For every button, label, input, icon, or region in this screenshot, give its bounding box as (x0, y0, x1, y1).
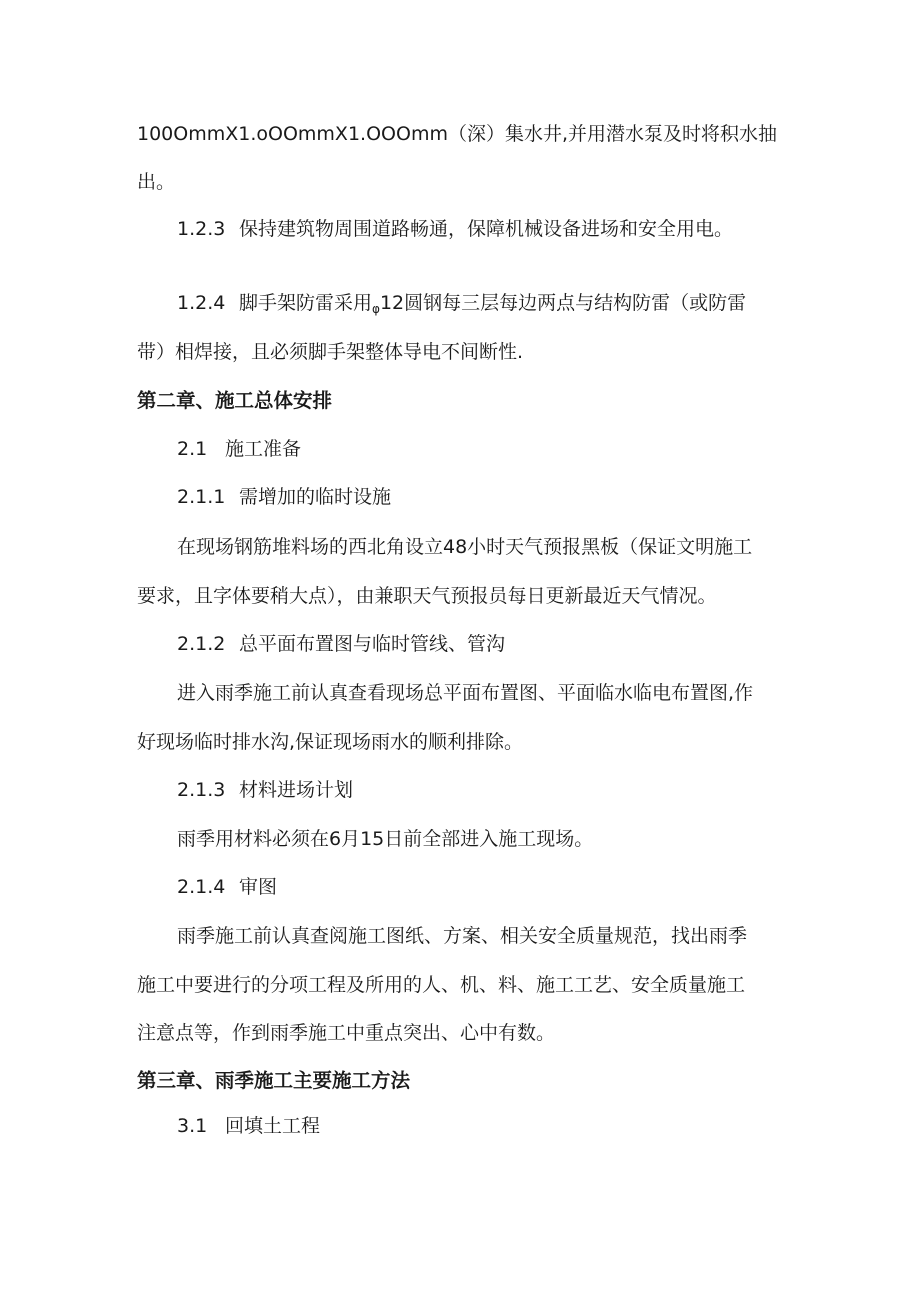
section-number: 1.2.4 (177, 292, 226, 314)
section-number: 2.1.3 (177, 779, 226, 801)
paragraph-2-1-3: 雨季用材料必须在6月15日前全部进入施工现场。 (177, 828, 594, 850)
paragraph-sump-line-1: 100OmmX1.oOOmmX1.OOOmm（深）集水井,并用潜水泵及时将积水抽 (137, 123, 777, 145)
section-2-1-1 (177, 485, 391, 509)
section-3-1 (177, 1114, 320, 1138)
chapter-3-heading: 第三章、雨季施工主要施工方法 (137, 1069, 411, 1092)
section-text-part-b: 12圆钢每三层每边两点与结构防雷（或防雷 (379, 292, 747, 314)
paragraph-2-1-4-line-3: 注意点等，作到雨季施工中重点突出、心中有数。 (137, 1022, 556, 1044)
section-number: 1.2.3 (177, 218, 226, 240)
paragraph-2-1-4-line-2: 施工中要进行的分项工程及所用的人、机、料、施工工艺、安全质量施工 (137, 974, 746, 996)
section-1-2-4 (177, 291, 746, 321)
section-2-1 (177, 437, 301, 461)
section-1-2-3 (177, 217, 733, 241)
section-2-1-4 (177, 875, 277, 899)
paragraph-2-1-2-line-2: 好现场临时排水沟,保证现场雨水的顺利排除。 (137, 731, 524, 753)
phi-symbol: φ (372, 302, 380, 316)
paragraph-2-1-4-line-1: 雨季施工前认真查阅施工图纸、方案、相关安全质量规范，找出雨季 (177, 925, 748, 947)
section-number: 2.1.2 (177, 633, 226, 655)
section-2-1-3 (177, 778, 353, 802)
paragraph-2-1-2-line-1: 进入雨季施工前认真查看现场总平面布置图、平面临水临电布置图,作 (177, 682, 754, 704)
chapter-2-heading: 第二章、施工总体安排 (137, 389, 333, 412)
section-text: 材料进场计划 (239, 779, 354, 801)
section-number: 2.1.1 (177, 486, 226, 508)
section-1-2-4-line-2: 带）相焊接，且必须脚手架整体导电不间断性. (137, 341, 524, 363)
section-number: 3.1 (177, 1115, 208, 1137)
section-text: 保持建筑物周围道路畅通，保障机械设备进场和安全用电。 (239, 218, 734, 240)
section-2-1-2 (177, 632, 505, 656)
section-number: 2.1 (177, 438, 208, 460)
paragraph-2-1-1-line-1: 在现场钢筋堆料场的西北角设立48小时天气预报黑板（保证文明施工 (177, 536, 753, 558)
section-text: 施工准备 (225, 438, 302, 460)
section-text: 回填土工程 (225, 1115, 321, 1137)
paragraph-sump-line-2: 出。 (137, 171, 176, 193)
section-text: 需增加的临时设施 (239, 486, 392, 508)
paragraph-2-1-1-line-2: 要求，且字体要稍大点），由兼职天气预报员每日更新最近天气情况。 (137, 585, 717, 607)
section-text: 审图 (239, 876, 278, 898)
section-text-part-a: 脚手架防雷采用 (239, 292, 373, 314)
section-text: 总平面布置图与临时管线、管沟 (239, 633, 506, 655)
section-number: 2.1.4 (177, 876, 226, 898)
